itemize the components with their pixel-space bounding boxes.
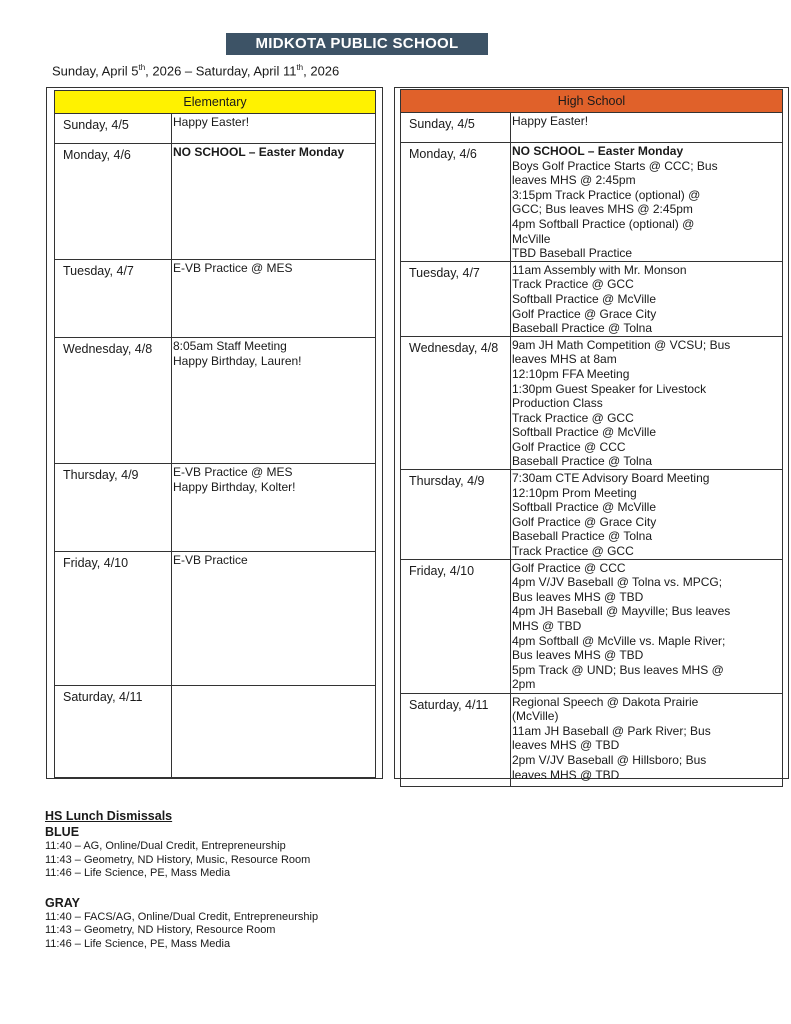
lunch-dismissals bbox=[45, 808, 318, 951]
elementary-day-cell: Thursday, 4/9 bbox=[55, 464, 172, 552]
lunch-line: 11:46 – Life Science, PE, Mass Media bbox=[45, 937, 231, 950]
lunch-group-name: GRAY bbox=[45, 895, 80, 910]
high-school-day-cell: Tuesday, 4/7 bbox=[401, 261, 511, 336]
high-school-event: GCC; Bus leaves MHS @ 2:45pm bbox=[512, 202, 693, 217]
high-school-event: 11am Assembly with Mr. Monson bbox=[512, 262, 687, 277]
lunch-line: 11:43 – Geometry, ND History, Music, Resource Room bbox=[45, 853, 311, 866]
high-school-event: leaves MHS at 8am bbox=[512, 352, 617, 367]
high-school-row bbox=[401, 113, 783, 143]
elementary-events-cell bbox=[172, 338, 376, 464]
high-school-day-cell: Monday, 4/6 bbox=[401, 143, 511, 262]
lunch-group-name: BLUE bbox=[45, 825, 80, 839]
high-school-events-cell bbox=[511, 143, 783, 262]
high-school-event: Track Practice @ GCC bbox=[512, 410, 634, 425]
high-school-event: NO SCHOOL – Easter Monday bbox=[512, 144, 684, 158]
elementary-heading: Elementary bbox=[55, 91, 376, 114]
high-school-events-cell bbox=[511, 261, 783, 336]
elementary-events-cell bbox=[172, 144, 376, 260]
high-school-table bbox=[400, 89, 783, 787]
high-school-row bbox=[401, 261, 783, 336]
high-school-event: Softball Practice @ McVille bbox=[512, 500, 657, 515]
high-school-event: 3:15pm Track Practice (optional) @ bbox=[512, 187, 701, 202]
high-school-event: 12:10pm FFA Meeting bbox=[512, 366, 630, 381]
high-school-event: 1:30pm Guest Speaker for Livestock bbox=[512, 381, 707, 396]
elementary-row bbox=[55, 144, 376, 260]
high-school-event: TBD Baseball Practice bbox=[512, 246, 633, 261]
high-school-event: Production Class bbox=[512, 396, 603, 411]
elementary-day-cell: Friday, 4/10 bbox=[55, 552, 172, 686]
date-start-sup: th bbox=[138, 63, 146, 72]
high-school-heading: High School bbox=[401, 90, 783, 113]
high-school-event: Bus leaves MHS @ TBD bbox=[512, 648, 644, 663]
high-school-event: Regional Speech @ Dakota Prairie bbox=[512, 694, 699, 709]
date-start: Sunday, April 5 bbox=[52, 63, 139, 79]
elementary-day-cell: Saturday, 4/11 bbox=[55, 686, 172, 778]
high-school-day-cell: Saturday, 4/11 bbox=[401, 693, 511, 786]
high-school-event: Golf Practice @ CCC bbox=[512, 560, 626, 575]
high-school-event: 12:10pm Prom Meeting bbox=[512, 485, 637, 500]
elementary-row bbox=[55, 260, 376, 338]
high-school-events-cell bbox=[511, 470, 783, 560]
high-school-day-cell: Thursday, 4/9 bbox=[401, 470, 511, 560]
elementary-table bbox=[54, 90, 376, 778]
elementary-row bbox=[55, 464, 376, 552]
high-school-event: 2pm V/JV Baseball @ Hillsboro; Bus bbox=[512, 753, 707, 767]
lunch-heading: HS Lunch Dismissals bbox=[45, 809, 173, 823]
high-school-event: 4pm Softball @ McVille vs. Maple River; bbox=[512, 633, 726, 648]
high-school-day-cell: Friday, 4/10 bbox=[401, 559, 511, 693]
high-school-event: McVille bbox=[512, 231, 551, 246]
high-school-events-cell bbox=[511, 559, 783, 693]
elementary-day-cell: Monday, 4/6 bbox=[55, 144, 172, 260]
elementary-event: Happy Easter! bbox=[173, 115, 250, 129]
elementary-event: E-VB Practice @ MES bbox=[173, 261, 293, 275]
high-school-event: 7:30am CTE Advisory Board Meeting bbox=[512, 471, 710, 486]
high-school-day-cell: Wednesday, 4/8 bbox=[401, 336, 511, 469]
lunch-line: 11:40 – AG, Online/Dual Credit, Entrepreneurship bbox=[45, 840, 286, 852]
elementary-day-cell: Sunday, 4/5 bbox=[55, 114, 172, 144]
high-school-row bbox=[401, 559, 783, 693]
elementary-row bbox=[55, 686, 376, 778]
high-school-event: (McVille) bbox=[512, 709, 559, 724]
high-school-event: 2pm bbox=[512, 677, 536, 692]
high-school-event: 4pm Softball Practice (optional) @ bbox=[512, 216, 695, 231]
elementary-row bbox=[55, 552, 376, 686]
high-school-event: Golf Practice @ Grace City bbox=[512, 514, 657, 529]
elementary-event: 8:05am Staff Meeting bbox=[173, 339, 287, 353]
school-title: MIDKOTA PUBLIC SCHOOL bbox=[226, 33, 488, 55]
high-school-row bbox=[401, 336, 783, 469]
high-school-event: leaves MHS @ TBD bbox=[512, 738, 620, 753]
high-school-event: Baseball Practice @ Tolna bbox=[512, 454, 653, 469]
elementary-day-cell: Wednesday, 4/8 bbox=[55, 338, 172, 464]
elementary-event: E-VB Practice @ MES bbox=[173, 465, 293, 479]
high-school-event: Happy Easter! bbox=[512, 114, 589, 128]
high-school-events-cell bbox=[511, 336, 783, 469]
high-school-event: MHS @ TBD bbox=[512, 619, 582, 633]
high-school-event: 4pm V/JV Baseball @ Tolna vs. MPCG; bbox=[512, 575, 723, 590]
elementary-event: E-VB Practice bbox=[173, 553, 248, 567]
high-school-event: Track Practice @ GCC bbox=[512, 277, 634, 292]
elementary-row bbox=[55, 114, 376, 144]
high-school-events-cell bbox=[511, 113, 783, 143]
lunch-spacer bbox=[45, 881, 318, 895]
high-school-row bbox=[401, 693, 783, 786]
high-school-event: Golf Practice @ CCC bbox=[512, 439, 626, 454]
high-school-event: Golf Practice @ Grace City bbox=[512, 306, 657, 321]
high-school-event: 9am JH Math Competition @ VCSU; Bus bbox=[512, 337, 731, 352]
date-end: , 2026 bbox=[303, 63, 340, 79]
elementary-events-cell bbox=[172, 114, 376, 144]
elementary-events-cell bbox=[172, 464, 376, 552]
elementary-event: Happy Birthday, Lauren! bbox=[173, 353, 302, 368]
elementary-day-cell: Tuesday, 4/7 bbox=[55, 260, 172, 338]
date-end-sup: th bbox=[296, 63, 304, 72]
high-school-event: 11am JH Baseball @ Park River; Bus bbox=[512, 723, 711, 738]
elementary-events-cell bbox=[172, 552, 376, 686]
lunch-line: 11:43 – Geometry, ND History, Resource Room bbox=[45, 924, 276, 936]
date-separator: , 2026 – Saturday, April 11 bbox=[145, 63, 297, 79]
high-school-row bbox=[401, 143, 783, 262]
high-school-event: Baseball Practice @ Tolna bbox=[512, 529, 653, 544]
high-school-event: 5pm Track @ UND; Bus leaves MHS @ bbox=[512, 662, 724, 677]
high-school-day-cell: Sunday, 4/5 bbox=[401, 113, 511, 143]
elementary-row bbox=[55, 338, 376, 464]
elementary-event: NO SCHOOL – Easter Monday bbox=[173, 145, 345, 159]
high-school-event: 4pm JH Baseball @ Mayville; Bus leaves bbox=[512, 604, 731, 619]
lunch-line: 11:40 – FACS/AG, Online/Dual Credit, Entrepreneurship bbox=[45, 910, 319, 923]
high-school-event: leaves MHS @ 2:45pm bbox=[512, 173, 636, 188]
high-school-row bbox=[401, 470, 783, 560]
high-school-event: Softball Practice @ McVille bbox=[512, 291, 657, 306]
high-school-event: leaves MHS @ TBD bbox=[512, 767, 620, 782]
lunch-line: 11:46 – Life Science, PE, Mass Media bbox=[45, 867, 231, 879]
high-school-event: Boys Golf Practice Starts @ CCC; Bus bbox=[512, 158, 718, 173]
high-school-event: Baseball Practice @ Tolna bbox=[512, 321, 653, 336]
high-school-event: Softball Practice @ McVille bbox=[512, 425, 657, 440]
high-school-event: Bus leaves MHS @ TBD bbox=[512, 589, 644, 604]
elementary-events-cell bbox=[172, 686, 376, 778]
high-school-event: Track Practice @ GCC bbox=[512, 544, 634, 559]
elementary-event: Happy Birthday, Kolter! bbox=[173, 479, 296, 494]
high-school-events-cell bbox=[511, 693, 783, 786]
elementary-events-cell bbox=[172, 260, 376, 338]
date-range bbox=[52, 63, 339, 78]
